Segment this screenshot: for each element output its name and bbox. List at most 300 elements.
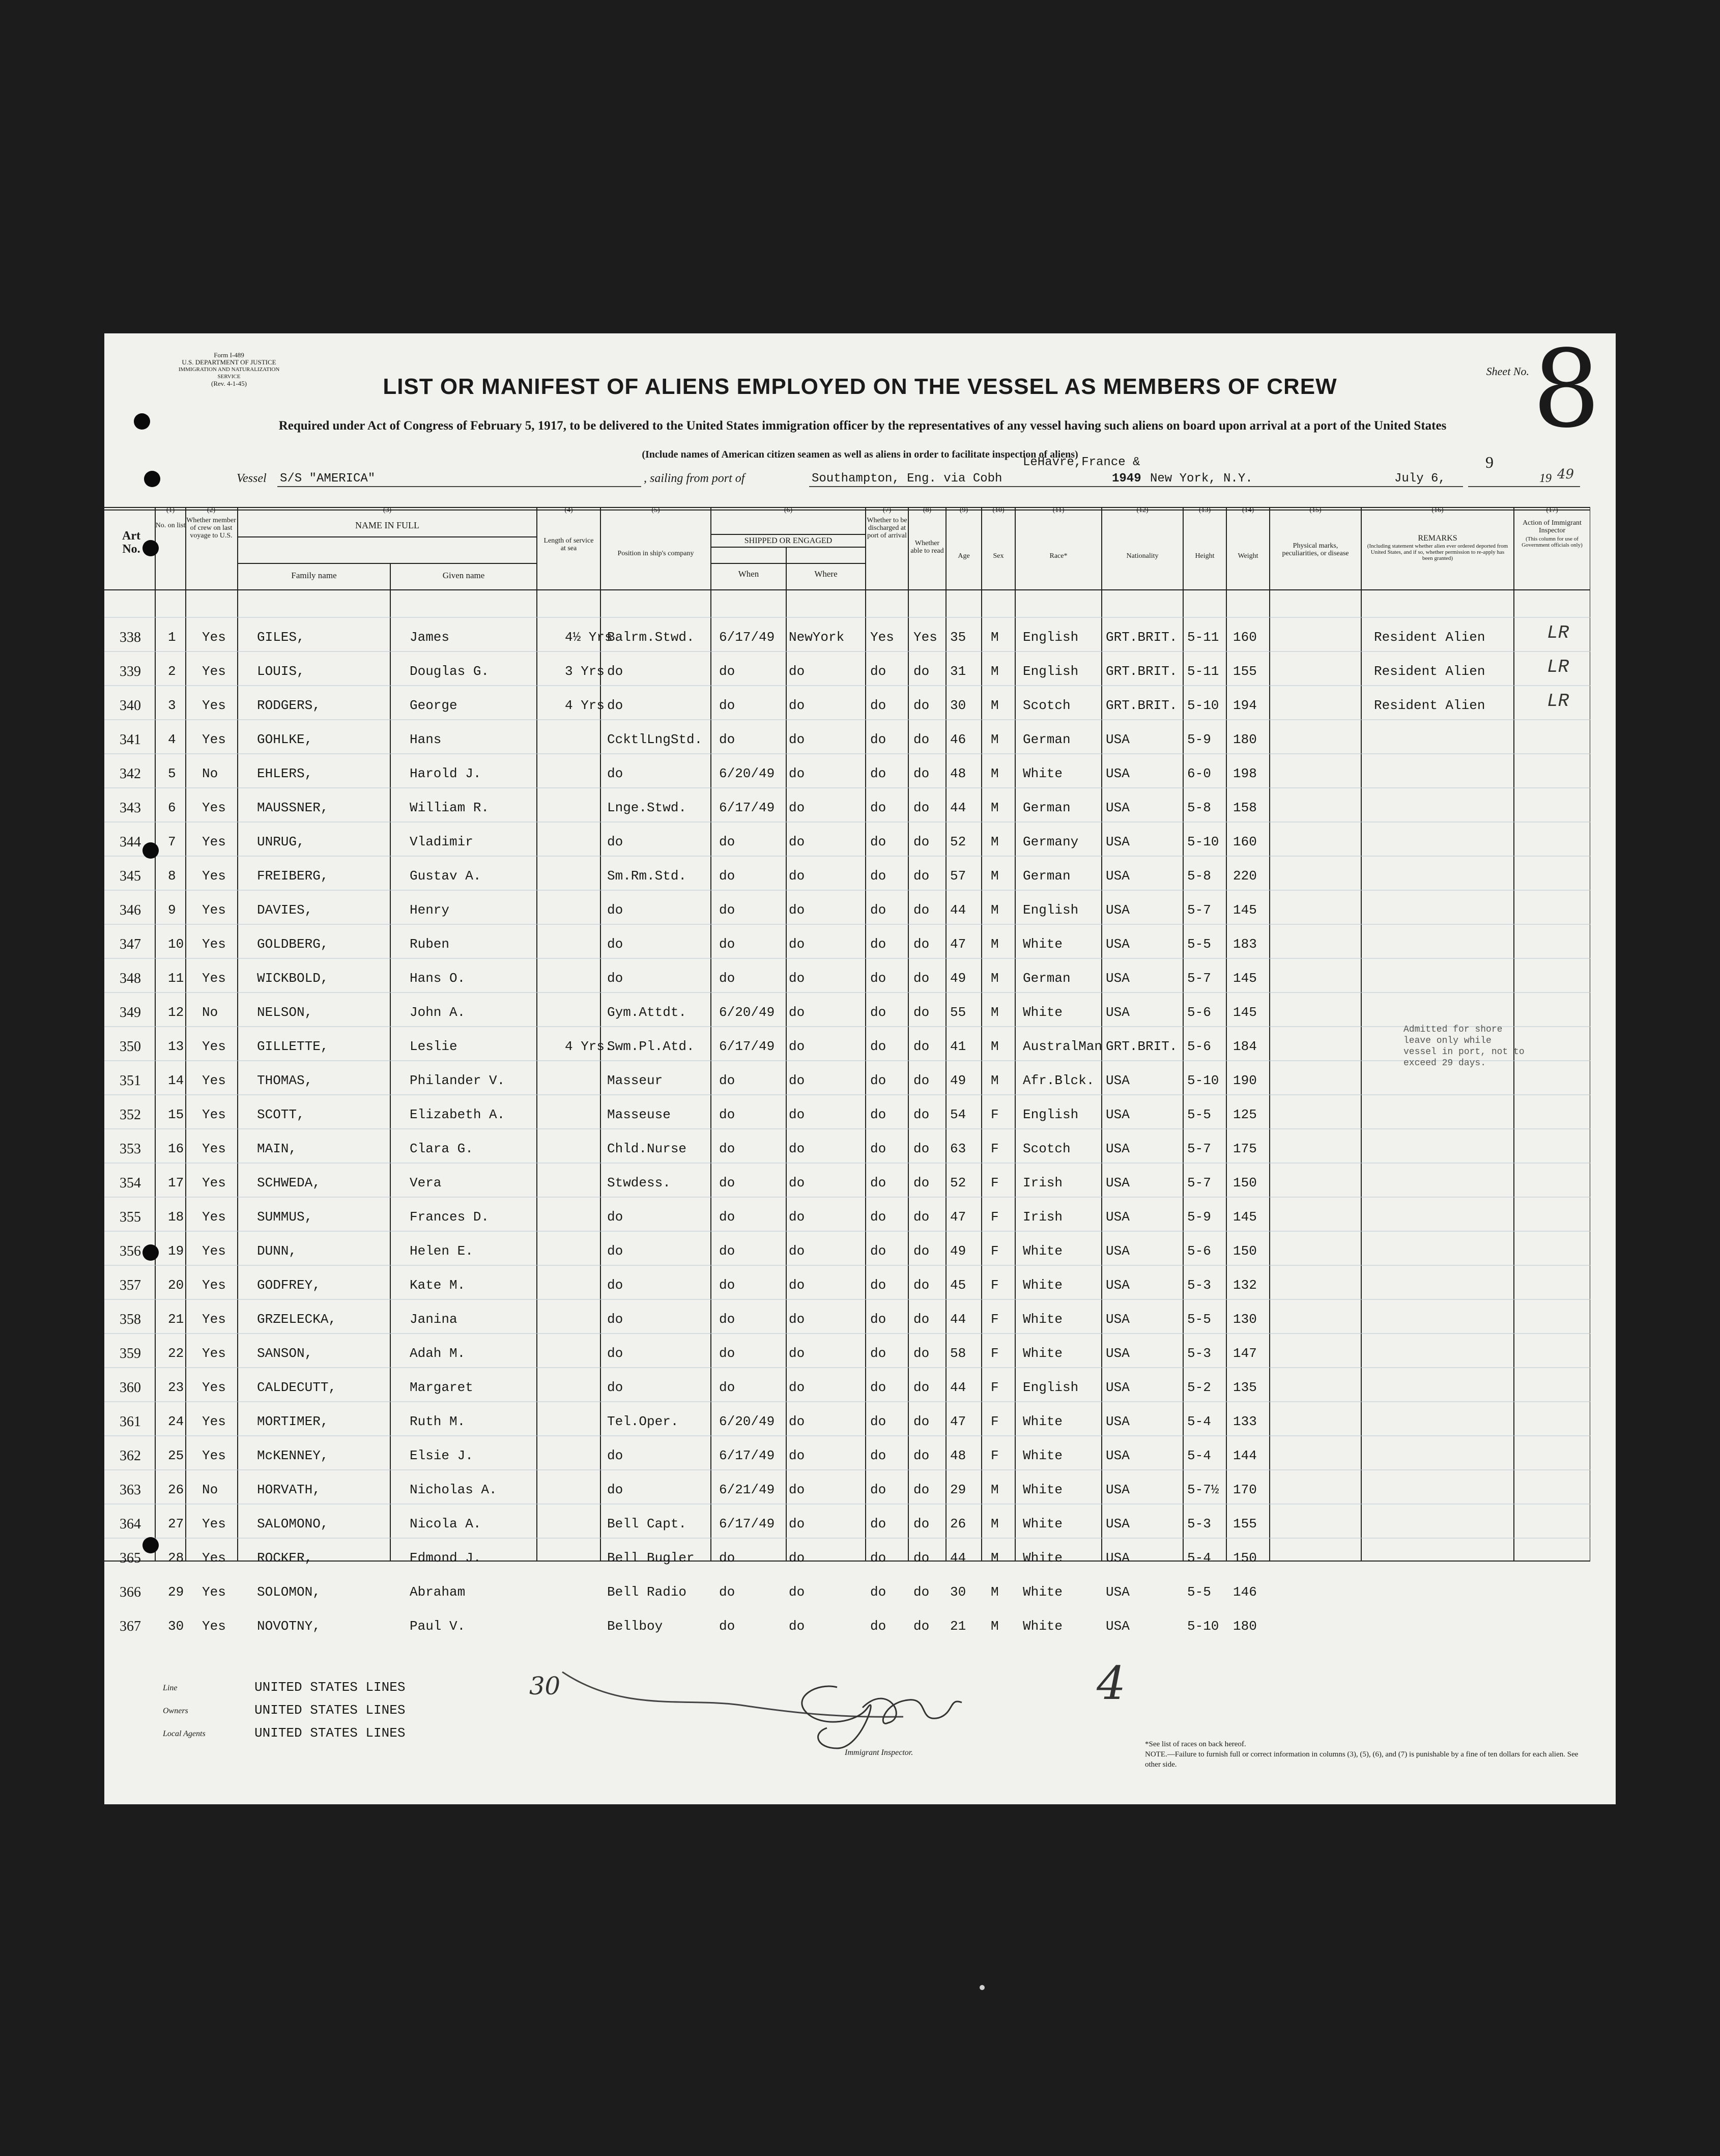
able-to-read: do — [913, 1175, 930, 1190]
sex: F — [991, 1312, 999, 1327]
shipped-where: do — [789, 698, 805, 713]
list-no: 28 — [168, 1550, 184, 1566]
able-to-read: do — [913, 1584, 930, 1600]
able-to-read: do — [913, 1073, 930, 1088]
last-voyage: Yes — [202, 698, 226, 713]
list-no: 26 — [168, 1482, 184, 1497]
nationality: USA — [1106, 1175, 1130, 1190]
col4-number: (4) — [564, 506, 573, 514]
age: 52 — [950, 834, 966, 849]
last-voyage: Yes — [202, 1278, 226, 1293]
last-voyage: No — [202, 1482, 218, 1497]
col9-number: (9) — [959, 506, 968, 514]
discharged: do — [870, 1312, 886, 1327]
sex: M — [991, 800, 999, 815]
art-no: 345 — [120, 868, 141, 884]
sex: M — [991, 1482, 999, 1497]
col14-label: Weight — [1238, 552, 1258, 560]
position: Tel.Oper. — [607, 1414, 679, 1429]
height: 5-4 — [1187, 1448, 1211, 1463]
shipped-when: do — [719, 1619, 735, 1634]
form-revision: (Rev. 4-1-45) — [211, 380, 247, 387]
agents-label: Local Agents — [163, 1729, 206, 1738]
table-row — [104, 618, 1590, 653]
table-row — [104, 1607, 1590, 1641]
position: do — [607, 698, 623, 713]
table-row — [104, 1028, 1590, 1062]
sex: M — [991, 902, 999, 918]
nationality: GRT.BRIT. — [1106, 630, 1178, 645]
given-name: Douglas G. — [410, 664, 490, 679]
weight: 144 — [1233, 1448, 1257, 1463]
height: 5-3 — [1187, 1346, 1211, 1361]
discharged: do — [870, 698, 886, 713]
age: 57 — [950, 868, 966, 884]
able-to-read: do — [913, 971, 930, 986]
family-name: GILLETTE, — [257, 1039, 329, 1054]
shipped-when: do — [719, 664, 735, 679]
able-to-read: do — [913, 1107, 930, 1122]
height: 5-6 — [1187, 1005, 1211, 1020]
age: 49 — [950, 1073, 966, 1088]
race: German — [1023, 732, 1071, 747]
table-row — [104, 755, 1590, 789]
age: 44 — [950, 1380, 966, 1395]
age: 31 — [950, 664, 966, 679]
last-voyage: Yes — [202, 902, 226, 918]
col1-number: (1) — [166, 506, 175, 514]
weight: 145 — [1233, 1209, 1257, 1225]
able-to-read: do — [913, 1414, 930, 1429]
weight: 135 — [1233, 1380, 1257, 1395]
sex: M — [991, 698, 999, 713]
penalty-note: NOTE.—Failure to furnish full or correct information in columns (3), (5), (6), and (7) is punishable by a fine of ten dollars for each alien. See other side. — [1145, 1750, 1579, 1769]
shipped-where: do — [789, 1516, 805, 1531]
shipped-where: do — [789, 1039, 805, 1054]
position: Bell Bugler — [607, 1550, 695, 1566]
discharged: do — [870, 834, 886, 849]
agents-value: UNITED STATES LINES — [254, 1725, 406, 1741]
sex: F — [991, 1346, 999, 1361]
given-name: Edmond J. — [410, 1550, 481, 1566]
shipped-when: 6/20/49 — [719, 1005, 775, 1020]
art-no: 347 — [120, 937, 141, 952]
height: 5-4 — [1187, 1414, 1211, 1429]
sex: M — [991, 732, 999, 747]
col4-label: Length of service at sea — [543, 537, 594, 552]
nationality: USA — [1106, 1107, 1130, 1122]
discharged: do — [870, 971, 886, 986]
col17-sub: (This column for use of Government officials only) — [1522, 536, 1583, 548]
height: 5-7½ — [1187, 1482, 1219, 1497]
race: English — [1023, 1380, 1079, 1395]
last-voyage: Yes — [202, 1584, 226, 1600]
shipped-where: do — [789, 1584, 805, 1600]
table-row — [104, 1335, 1590, 1369]
table-row — [104, 1130, 1590, 1164]
nationality: USA — [1106, 732, 1130, 747]
nationality: USA — [1106, 1448, 1130, 1463]
art-no: 362 — [120, 1448, 141, 1464]
height: 5-10 — [1187, 1073, 1219, 1088]
position: do — [607, 1209, 623, 1225]
shipped-where: do — [789, 1005, 805, 1020]
race: German — [1023, 868, 1071, 884]
able-to-read: do — [913, 902, 930, 918]
list-no: 10 — [168, 937, 184, 952]
position: do — [607, 1380, 623, 1395]
height: 5-5 — [1187, 1107, 1211, 1122]
from-port: Southampton, Eng. via Cobh — [812, 472, 1002, 486]
art-no: 367 — [120, 1619, 141, 1634]
weight: 160 — [1233, 630, 1257, 645]
position: Bell Radio — [607, 1584, 687, 1600]
nationality: USA — [1106, 971, 1130, 986]
table-row — [104, 994, 1590, 1028]
given-name-header: Given name — [442, 571, 485, 580]
family-name: EHLERS, — [257, 766, 313, 781]
last-voyage: Yes — [202, 1175, 226, 1190]
sex: F — [991, 1414, 999, 1429]
age: 49 — [950, 971, 966, 986]
table-row — [104, 891, 1590, 925]
list-no: 12 — [168, 1005, 184, 1020]
height: 5-10 — [1187, 834, 1219, 849]
manifest-title: LIST OR MANIFEST OF ALIENS EMPLOYED ON THE VESSEL AS MEMBERS OF CREW — [383, 374, 1337, 399]
shipped-where: do — [789, 937, 805, 952]
inspector-action: LR — [1547, 622, 1569, 643]
last-voyage: Yes — [202, 732, 226, 747]
able-to-read: do — [913, 1346, 930, 1361]
col11-number: (11) — [1052, 506, 1065, 514]
table-row — [104, 1164, 1590, 1198]
col15-label: Physical marks, peculiarities, or disease — [1282, 542, 1349, 557]
shipped-where: do — [789, 664, 805, 679]
discharged: do — [870, 800, 886, 815]
age: 46 — [950, 732, 966, 747]
include-note: (Include names of American citizen seamen as well as aliens in order to facilitate inspection of aliens) — [642, 449, 1078, 460]
position: do — [607, 766, 623, 781]
list-no: 7 — [168, 834, 176, 849]
shipped-where: do — [789, 1482, 805, 1497]
sex: M — [991, 1516, 999, 1531]
position: do — [607, 937, 623, 952]
age: 41 — [950, 1039, 966, 1054]
race: AustralMan — [1023, 1039, 1103, 1054]
age: 44 — [950, 902, 966, 918]
punch-hole — [142, 540, 159, 556]
weight: 133 — [1233, 1414, 1257, 1429]
discharged: do — [870, 1550, 886, 1566]
weight: 147 — [1233, 1346, 1257, 1361]
last-voyage: Yes — [202, 1346, 226, 1361]
from-port-extra: LeHavre,France & — [1023, 456, 1140, 469]
vessel-name: S/S "AMERICA" — [280, 472, 376, 486]
discharged: do — [870, 1039, 886, 1054]
height: 5-2 — [1187, 1380, 1211, 1395]
discharged: do — [870, 1448, 886, 1463]
family-name: MAIN, — [257, 1141, 297, 1156]
nationality: USA — [1106, 1550, 1130, 1566]
shipped-where: do — [789, 1175, 805, 1190]
sex: M — [991, 868, 999, 884]
age: 29 — [950, 1482, 966, 1497]
position: Balrm.Stwd. — [607, 630, 695, 645]
weight: 130 — [1233, 1312, 1257, 1327]
discharged: do — [870, 868, 886, 884]
last-voyage: Yes — [202, 868, 226, 884]
age: 63 — [950, 1141, 966, 1156]
sex: M — [991, 1005, 999, 1020]
last-voyage: Yes — [202, 800, 226, 815]
discharged: do — [870, 1073, 886, 1088]
list-no: 21 — [168, 1312, 184, 1327]
discharged: do — [870, 1209, 886, 1225]
table-row — [104, 1266, 1590, 1300]
weight: 198 — [1233, 766, 1257, 781]
position: Gym.Attdt. — [607, 1005, 687, 1020]
sheet-number: 8 — [1532, 333, 1600, 451]
age: 48 — [950, 1448, 966, 1463]
sex: F — [991, 1141, 999, 1156]
col5-number: (5) — [651, 506, 660, 514]
able-to-read: do — [913, 664, 930, 679]
shipped-when: 6/21/49 — [719, 1482, 775, 1497]
race: White — [1023, 1482, 1063, 1497]
height: 5-6 — [1187, 1243, 1211, 1259]
list-no: 4 — [168, 732, 176, 747]
nationality: USA — [1106, 1073, 1130, 1088]
height: 5-5 — [1187, 937, 1211, 952]
sex: M — [991, 834, 999, 849]
position: do — [607, 971, 623, 986]
col8-number: (8) — [923, 506, 932, 514]
weight: 183 — [1233, 937, 1257, 952]
discharged: do — [870, 1380, 886, 1395]
table-row — [104, 1198, 1590, 1232]
col6-label: SHIPPED OR ENGAGED — [744, 536, 833, 545]
last-voyage: Yes — [202, 664, 226, 679]
col3-label: NAME IN FULL — [355, 520, 419, 530]
height: 5-11 — [1187, 630, 1219, 645]
race: White — [1023, 1278, 1063, 1293]
able-to-read: do — [913, 868, 930, 884]
punch-hole — [144, 471, 160, 487]
table-row — [104, 857, 1590, 891]
shipped-where: do — [789, 971, 805, 986]
age: 47 — [950, 937, 966, 952]
shipped-where: do — [789, 1312, 805, 1327]
shipped-where: do — [789, 766, 805, 781]
family-name: SCHWEDA, — [257, 1175, 321, 1190]
discharged: do — [870, 1619, 886, 1634]
art-no: 355 — [120, 1209, 141, 1225]
given-name: Hans — [410, 732, 442, 747]
arrival-port: New York, N.Y. — [1150, 472, 1253, 486]
nationality: USA — [1106, 1005, 1130, 1020]
able-to-read: do — [913, 1243, 930, 1259]
shipped-when: do — [719, 1073, 735, 1088]
sex: M — [991, 971, 999, 986]
col13-number: (13) — [1198, 506, 1211, 514]
shipped-when: 6/20/49 — [719, 766, 775, 781]
art-no: 342 — [120, 766, 141, 782]
list-no: 30 — [168, 1619, 184, 1634]
weight: 145 — [1233, 1005, 1257, 1020]
table-row — [104, 1539, 1590, 1573]
position: do — [607, 1482, 623, 1497]
table-row — [104, 1300, 1590, 1335]
remark-shore-leave: Admitted for shore leave only while vessel in port, not to exceed 29 days. — [1403, 1025, 1525, 1068]
family-name: GILES, — [257, 630, 305, 645]
col10-number: (10) — [992, 506, 1005, 514]
shipped-where: do — [789, 1346, 805, 1361]
able-to-read: do — [913, 834, 930, 849]
age: 35 — [950, 630, 966, 645]
age: 44 — [950, 1550, 966, 1566]
table-row — [104, 1505, 1590, 1539]
height: 5-10 — [1187, 698, 1219, 713]
service-length: 4 Yrs — [565, 698, 605, 713]
col2-label: Whether member of crew on last voyage to U.S. — [186, 517, 236, 540]
able-to-read: do — [913, 937, 930, 952]
weight: 150 — [1233, 1550, 1257, 1566]
shipped-when: do — [719, 1278, 735, 1293]
position: do — [607, 1243, 623, 1259]
position: Sm.Rm.Std. — [607, 868, 687, 884]
sheet-no-label: Sheet No. — [1486, 365, 1529, 378]
race: White — [1023, 766, 1063, 781]
given-name: Elizabeth A. — [410, 1107, 505, 1122]
where-header: Where — [814, 569, 838, 579]
table-row — [104, 789, 1590, 823]
family-name: WICKBOLD, — [257, 971, 329, 986]
family-name-header: Family name — [291, 571, 337, 580]
able-to-read: do — [913, 1312, 930, 1327]
nationality: GRT.BRIT. — [1106, 1039, 1178, 1054]
table-row — [104, 1062, 1590, 1096]
race: English — [1023, 630, 1079, 645]
weight: 150 — [1233, 1243, 1257, 1259]
sex: F — [991, 1243, 999, 1259]
punch-hole — [142, 1244, 159, 1261]
given-name: Helen E. — [410, 1243, 473, 1259]
shipped-where: do — [789, 1414, 805, 1429]
year-suffix: 49 — [1557, 467, 1574, 482]
art-no: 352 — [120, 1107, 141, 1123]
nationality: USA — [1106, 1243, 1130, 1259]
weight: 220 — [1233, 868, 1257, 884]
given-name: Frances D. — [410, 1209, 490, 1225]
shipped-when: do — [719, 1550, 735, 1566]
family-name: SANSON, — [257, 1346, 313, 1361]
race: White — [1023, 1243, 1063, 1259]
able-to-read: do — [913, 1380, 930, 1395]
race: Irish — [1023, 1175, 1063, 1190]
weight: 175 — [1233, 1141, 1257, 1156]
discharged: do — [870, 1516, 886, 1531]
shipped-where: do — [789, 1619, 805, 1634]
race: White — [1023, 1414, 1063, 1429]
table-row — [104, 653, 1590, 687]
list-no: 3 — [168, 698, 176, 713]
height: 5-3 — [1187, 1278, 1211, 1293]
position: do — [607, 834, 623, 849]
inspector-action: LR — [1547, 691, 1569, 712]
shipped-where: do — [789, 1107, 805, 1122]
family-name: SALOMONO, — [257, 1516, 329, 1531]
discharged: do — [870, 1243, 886, 1259]
height: 5-10 — [1187, 1619, 1219, 1634]
art-no: 343 — [120, 800, 141, 816]
race: English — [1023, 902, 1079, 918]
height: 5-6 — [1187, 1039, 1211, 1054]
col1-label: No. on list — [155, 522, 186, 529]
height: 6-0 — [1187, 766, 1211, 781]
height: 5-9 — [1187, 732, 1211, 747]
art-no: 359 — [120, 1346, 141, 1361]
table-row — [104, 959, 1590, 994]
age: 47 — [950, 1209, 966, 1225]
shipped-when: do — [719, 1243, 735, 1259]
weight: 190 — [1233, 1073, 1257, 1088]
col5-label: Position in ship's company — [617, 550, 694, 557]
given-name: Gustav A. — [410, 868, 481, 884]
discharged: do — [870, 1175, 886, 1190]
nationality: USA — [1106, 1516, 1130, 1531]
family-name: GOLDBERG, — [257, 937, 329, 952]
discharged: do — [870, 732, 886, 747]
family-name: RODGERS, — [257, 698, 321, 713]
shipped-when: do — [719, 1107, 735, 1122]
col13-label: Height — [1195, 552, 1215, 560]
shipped-when: 6/17/49 — [719, 630, 775, 645]
family-name: ROCKER, — [257, 1550, 313, 1566]
line-value: UNITED STATES LINES — [254, 1680, 406, 1695]
family-name: LOUIS, — [257, 664, 305, 679]
col11-label: Race* — [1049, 552, 1068, 560]
art-no-header: Art No. — [122, 529, 140, 556]
nationality: USA — [1106, 937, 1130, 952]
race: German — [1023, 971, 1071, 986]
last-voyage: Yes — [202, 1312, 226, 1327]
discharged: do — [870, 1005, 886, 1020]
col17-number: (17) — [1546, 506, 1558, 514]
col7-label: Whether to be discharged at port of arrival — [867, 517, 907, 540]
nationality: USA — [1106, 1584, 1130, 1600]
height: 5-7 — [1187, 902, 1211, 918]
last-voyage: Yes — [202, 1107, 226, 1122]
family-name: NOVOTNY, — [257, 1619, 321, 1634]
race: White — [1023, 1346, 1063, 1361]
race: White — [1023, 1550, 1063, 1566]
shipped-when: do — [719, 868, 735, 884]
able-to-read: do — [913, 1448, 930, 1463]
form-dept: U.S. DEPARTMENT OF JUSTICE — [182, 358, 276, 366]
handwritten-number: 9 — [1485, 453, 1494, 471]
able-to-read: do — [913, 1209, 930, 1225]
shipped-where: do — [789, 868, 805, 884]
art-no: 340 — [120, 698, 141, 714]
age: 44 — [950, 1312, 966, 1327]
port-underline — [809, 486, 1155, 487]
able-to-read: do — [913, 1039, 930, 1054]
shipped-where: do — [789, 1141, 805, 1156]
race: Afr.Blck. — [1023, 1073, 1095, 1088]
weight: 160 — [1233, 834, 1257, 849]
given-name: Paul V. — [410, 1619, 466, 1634]
nationality: USA — [1106, 766, 1130, 781]
